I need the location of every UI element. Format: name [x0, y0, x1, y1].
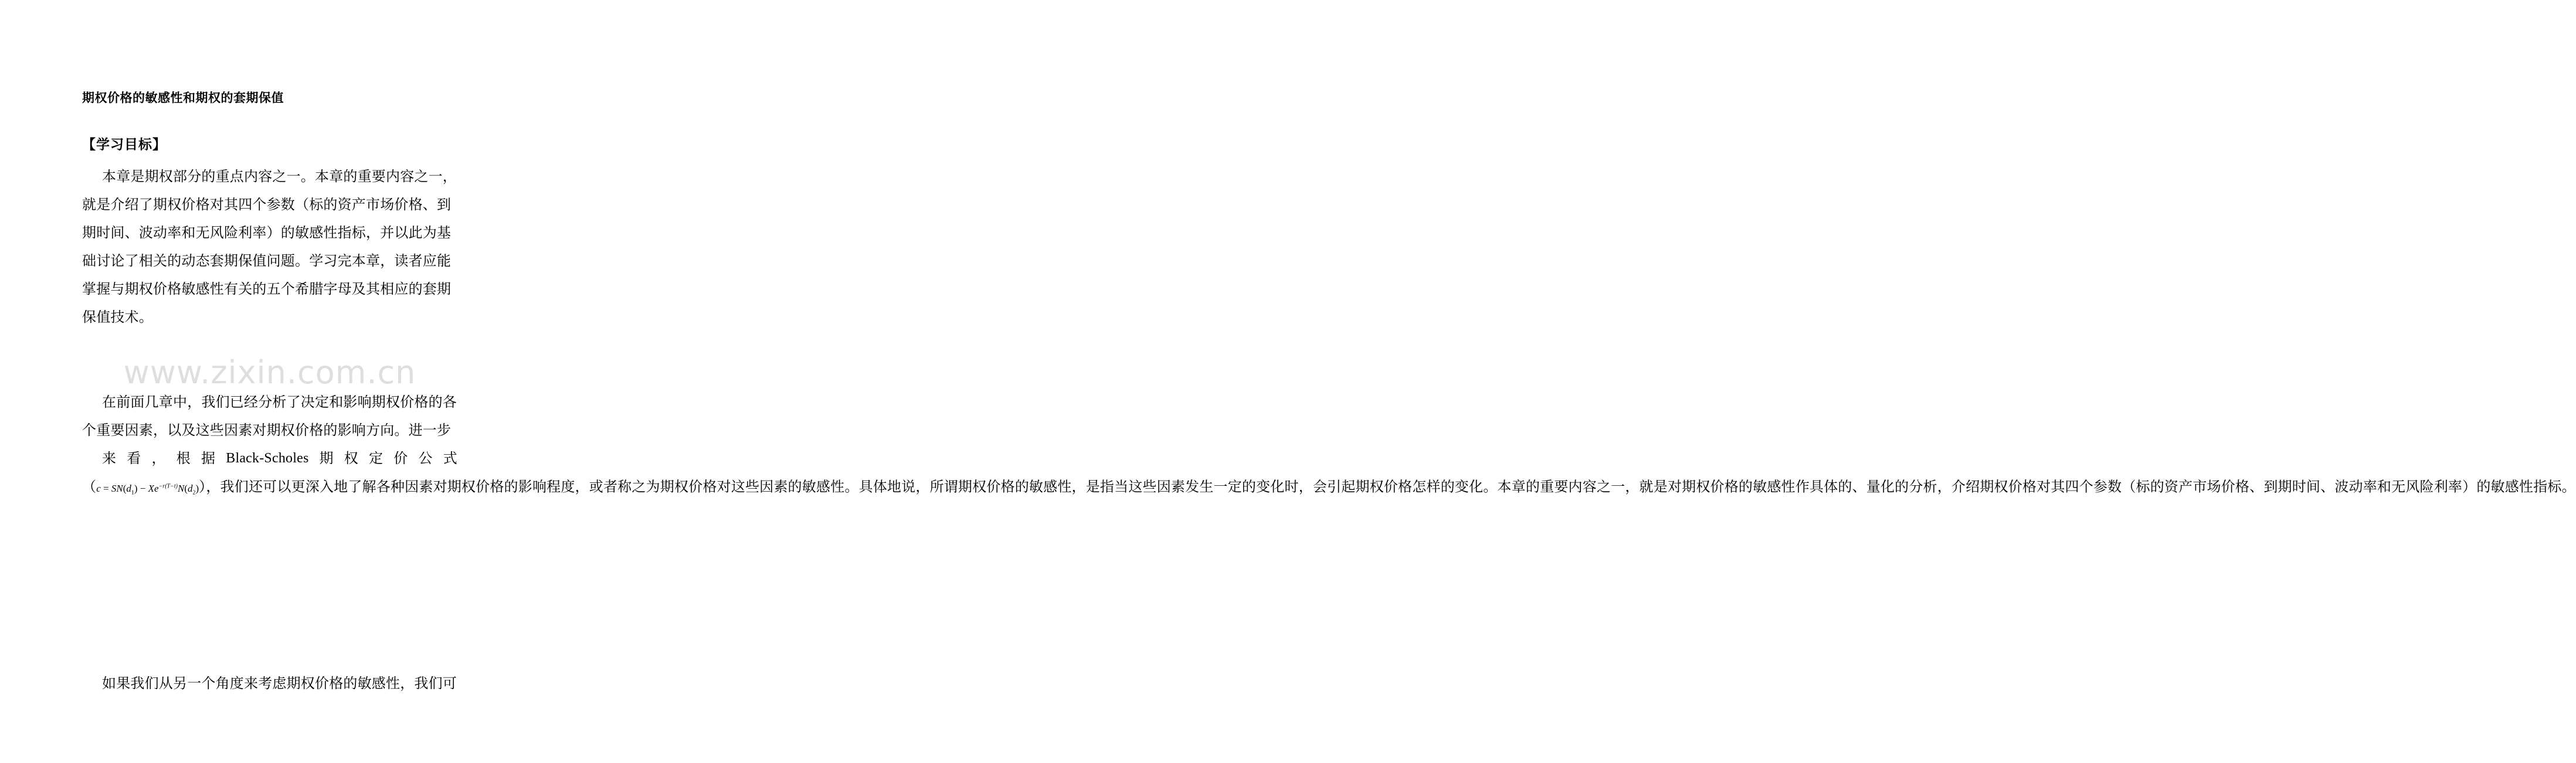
spread-word: 式	[443, 450, 457, 466]
spread-word: 定	[369, 450, 383, 466]
spread-word: 价	[393, 450, 408, 466]
paragraph-objectives: 本章是期权部分的重点内容之一。本章的重要内容之一，就是介绍了期权价格对其四个参数（标的资产市场价格、到期时间、波动率和无风险利率）的敏感性指标，并以此为基础讨论了相关的动态套期保值问题。学习完本章，读者应能掌握与期权价格敏感性有关的五个希腊字母及其相应的套期保值技术。	[82, 168, 457, 325]
spread-word: ，	[151, 450, 166, 466]
spread-word: 来	[102, 450, 117, 466]
spread-word: 据	[201, 450, 216, 466]
spread-word: 期	[319, 450, 334, 466]
spread-word: 看	[127, 450, 141, 466]
spread-word: 权	[344, 450, 358, 466]
intro-spread-line	[82, 444, 457, 472]
spread-word: 公	[418, 450, 433, 466]
page-title: 期权价格的敏感性和期权的套期保值	[82, 91, 284, 105]
formula-line	[82, 472, 2576, 507]
spread-word-black-scholes: Black-Scholes	[226, 451, 309, 466]
section-heading-learning-objectives: 【学习目标】	[82, 137, 167, 152]
intro-text-start: 在前面几章中，我们已经分析了决定和影响期权价格的各个重要因素，以及这些因素对期权价格的影响方向。进一步	[82, 394, 457, 438]
paragraph-next: 如果我们从另一个角度来考虑期权价格的敏感性，我们可	[102, 675, 457, 692]
black-scholes-formula: $c = SN(d_1) - Xe^{-r(T-t)}N(d_2)$	[96, 482, 199, 496]
open-paren: （	[82, 478, 97, 495]
paragraph-introduction	[82, 388, 2576, 507]
spread-word: 根	[176, 450, 191, 466]
intro-text-after-formula: ），我们还可以更深入地了解各种因素对期权价格的影响程度，或者称之为期权价格对这些因素的敏感性。具体地说，所谓期权价格的敏感性，是指当这些因素发生一定的变化时，会引起期权价格怎样的变化。本章的重要内容之一，就是对期权价格的敏感性作具体的、量化的分析，介绍期权价格对其四个参数（标的资产市场价格、到期时间、波动率和无风险利率）的敏感性指标。	[199, 478, 2576, 495]
watermark: www.zixin.com.cn	[123, 354, 416, 391]
